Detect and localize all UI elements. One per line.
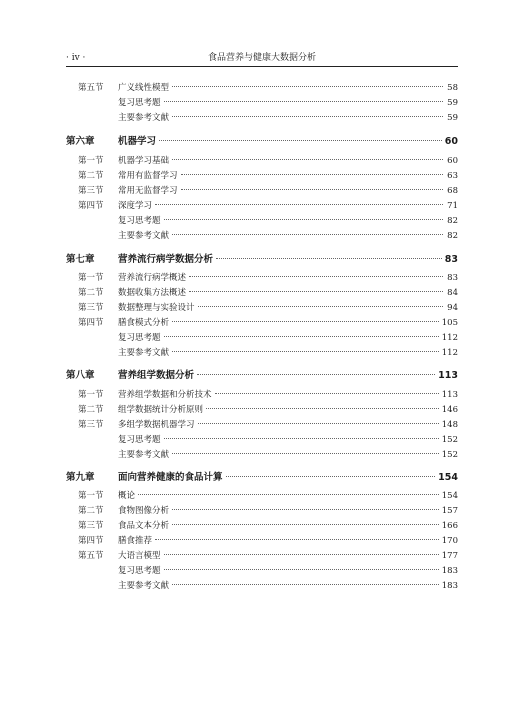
book-title: 食品营养与健康大数据分析 bbox=[207, 53, 316, 63]
toc-entry-number: 第三节 bbox=[78, 303, 104, 313]
toc-entry-page: 157 bbox=[441, 506, 458, 516]
toc-section-entry[interactable] bbox=[78, 215, 458, 227]
toc-entry-number: 第一节 bbox=[78, 156, 104, 166]
toc-entry-page: 63 bbox=[447, 171, 458, 181]
toc-section-entry[interactable] bbox=[78, 97, 458, 109]
toc-entry-page: 82 bbox=[447, 216, 458, 226]
toc-entry-title: 营养流行病学概述 bbox=[118, 273, 187, 283]
toc-entry-page: 166 bbox=[441, 521, 458, 531]
toc-entry-number: 第四节 bbox=[78, 201, 104, 211]
dot-leader bbox=[164, 438, 439, 439]
toc-entry-page: 152 bbox=[441, 450, 458, 460]
toc-entry-page: 60 bbox=[444, 136, 458, 147]
toc-section-entry[interactable] bbox=[78, 200, 458, 212]
toc-chapter-entry[interactable] bbox=[66, 136, 458, 148]
toc-entry-page: 183 bbox=[441, 566, 458, 576]
toc-entry-number: 第六章 bbox=[66, 136, 95, 147]
toc-entry-title: 复习思考题 bbox=[118, 566, 161, 576]
toc-section-entry[interactable] bbox=[78, 505, 458, 517]
dot-leader bbox=[172, 159, 443, 160]
toc-entry-page: 113 bbox=[438, 370, 458, 381]
toc-entry-page: 84 bbox=[447, 288, 458, 298]
toc-entry-title: 复习思考题 bbox=[118, 333, 161, 343]
toc-entry-number: 第三节 bbox=[78, 186, 104, 196]
toc-section-entry[interactable] bbox=[78, 230, 458, 242]
toc-entry-number: 第七章 bbox=[66, 254, 95, 265]
toc-entry-page: 58 bbox=[447, 83, 458, 93]
dot-leader bbox=[155, 539, 439, 540]
dot-leader bbox=[164, 569, 439, 570]
toc-entry-title: 复习思考题 bbox=[118, 98, 161, 108]
dot-leader bbox=[159, 140, 442, 141]
toc-chapter-entry[interactable] bbox=[66, 254, 458, 266]
toc-entry-number: 第九章 bbox=[66, 472, 95, 483]
toc-section-entry[interactable] bbox=[78, 449, 458, 461]
toc-section-entry[interactable] bbox=[78, 490, 458, 502]
running-header bbox=[66, 50, 458, 67]
toc-entry-title: 面向营养健康的食品计算 bbox=[118, 472, 223, 483]
toc-entry-page: 83 bbox=[447, 273, 458, 283]
toc-section-entry[interactable] bbox=[78, 580, 458, 592]
toc-section-entry[interactable] bbox=[78, 535, 458, 547]
toc-section-entry[interactable] bbox=[78, 389, 458, 401]
toc-chapter-entry[interactable] bbox=[66, 370, 458, 382]
toc-entry-title: 多组学数据机器学习 bbox=[118, 420, 195, 430]
dot-leader bbox=[206, 408, 439, 409]
toc-section-entry[interactable] bbox=[78, 112, 458, 124]
toc-entry-page: 71 bbox=[447, 201, 458, 211]
toc-entry-title: 复习思考题 bbox=[118, 435, 161, 445]
toc-entry-number: 第四节 bbox=[78, 318, 104, 328]
toc-entry-page: 113 bbox=[441, 390, 458, 400]
toc-entry-title: 主要参考文献 bbox=[118, 348, 170, 358]
toc-section-entry[interactable] bbox=[78, 332, 458, 344]
toc-section-entry[interactable] bbox=[78, 287, 458, 299]
toc-entry-title: 膳食模式分析 bbox=[118, 318, 170, 328]
dot-leader bbox=[215, 393, 439, 394]
toc-section-entry[interactable] bbox=[78, 404, 458, 416]
toc-entry-number: 第一节 bbox=[78, 273, 104, 283]
dot-leader bbox=[172, 234, 443, 235]
page-number: · iv · bbox=[66, 53, 86, 63]
toc-section-entry[interactable] bbox=[78, 434, 458, 446]
toc-entry-page: 152 bbox=[441, 435, 458, 445]
toc-section-entry[interactable] bbox=[78, 185, 458, 197]
toc-section-entry[interactable] bbox=[78, 272, 458, 284]
toc-entry-page: 112 bbox=[441, 333, 458, 343]
dot-leader bbox=[155, 204, 443, 205]
toc-section-entry[interactable] bbox=[78, 155, 458, 167]
dot-leader bbox=[189, 291, 443, 292]
toc-entry-title: 数据整理与实验设计 bbox=[118, 303, 195, 313]
toc-entry-number: 第三节 bbox=[78, 420, 104, 430]
toc-entry-title: 机器学习基础 bbox=[118, 156, 170, 166]
toc-section-entry[interactable] bbox=[78, 550, 458, 562]
toc-entry-page: 148 bbox=[441, 420, 458, 430]
dot-leader bbox=[172, 524, 439, 525]
toc-entry-title: 食品文本分析 bbox=[118, 521, 170, 531]
toc-section-entry[interactable] bbox=[78, 347, 458, 359]
toc-entry-page: 154 bbox=[438, 472, 458, 483]
dot-leader bbox=[189, 276, 443, 277]
dot-leader bbox=[181, 174, 443, 175]
toc-section-entry[interactable] bbox=[78, 170, 458, 182]
toc-entry-title: 主要参考文献 bbox=[118, 450, 170, 460]
toc-entry-title: 主要参考文献 bbox=[118, 231, 170, 241]
toc-entry-number: 第四节 bbox=[78, 536, 104, 546]
toc-entry-title: 常用无监督学习 bbox=[118, 186, 178, 196]
toc-section-entry[interactable] bbox=[78, 317, 458, 329]
toc-entry-number: 第一节 bbox=[78, 491, 104, 501]
dot-leader bbox=[226, 476, 436, 477]
dot-leader bbox=[138, 494, 439, 495]
toc-entry-title: 营养组学数据分析 bbox=[118, 370, 195, 381]
dot-leader bbox=[172, 453, 439, 454]
toc-entry-number: 第一节 bbox=[78, 390, 104, 400]
toc-entry-page: 68 bbox=[447, 186, 458, 196]
toc-entry-page: 177 bbox=[441, 551, 458, 561]
toc-section-entry[interactable] bbox=[78, 520, 458, 532]
toc-entry-title: 数据收集方法概述 bbox=[118, 288, 187, 298]
toc-entry-title: 营养流行病学数据分析 bbox=[118, 254, 214, 265]
toc-entry-page: 60 bbox=[447, 156, 458, 166]
dot-leader bbox=[164, 554, 439, 555]
toc-entry-title: 广义线性模型 bbox=[118, 83, 170, 93]
toc-entry-number: 第二节 bbox=[78, 171, 104, 181]
toc-entry-title: 主要参考文献 bbox=[118, 113, 170, 123]
toc-entry-page: 59 bbox=[447, 113, 458, 123]
toc-entry-page: 83 bbox=[444, 254, 458, 265]
toc-entry-number: 第八章 bbox=[66, 370, 95, 381]
dot-leader bbox=[181, 189, 443, 190]
toc-section-entry[interactable] bbox=[78, 565, 458, 577]
toc-entry-number: 第二节 bbox=[78, 506, 104, 516]
toc-section-entry[interactable] bbox=[78, 302, 458, 314]
dot-leader bbox=[172, 509, 439, 510]
dot-leader bbox=[164, 336, 439, 337]
toc-entry-title: 膳食推荐 bbox=[118, 536, 153, 546]
dot-leader bbox=[164, 101, 443, 102]
dot-leader bbox=[172, 321, 439, 322]
toc-entry-page: 112 bbox=[441, 348, 458, 358]
toc-entry-title: 深度学习 bbox=[118, 201, 153, 211]
toc-entry-number: 第三节 bbox=[78, 521, 104, 531]
dot-leader bbox=[197, 374, 435, 375]
toc-entry-page: 183 bbox=[441, 581, 458, 591]
toc-entry-title: 大语言模型 bbox=[118, 551, 161, 561]
toc-entry-number: 第二节 bbox=[78, 288, 104, 298]
toc-entry-title: 主要参考文献 bbox=[118, 581, 170, 591]
toc-entry-title: 常用有监督学习 bbox=[118, 171, 178, 181]
toc-entry-number: 第二节 bbox=[78, 405, 104, 415]
toc-entry-title: 组学数据统计分析原则 bbox=[118, 405, 204, 415]
toc-entry-number: 第五节 bbox=[78, 551, 104, 561]
dot-leader bbox=[172, 584, 439, 585]
toc-entry-page: 105 bbox=[441, 318, 458, 328]
toc-entry-title: 概论 bbox=[118, 491, 136, 501]
toc-entry-page: 146 bbox=[441, 405, 458, 415]
dot-leader bbox=[172, 116, 443, 117]
toc-entry-page: 82 bbox=[447, 231, 458, 241]
dot-leader bbox=[198, 423, 439, 424]
dot-leader bbox=[216, 258, 442, 259]
dot-leader bbox=[198, 306, 443, 307]
toc-entry-page: 154 bbox=[441, 491, 458, 501]
toc-entry-page: 170 bbox=[441, 536, 458, 546]
toc-entry-page: 94 bbox=[447, 303, 458, 313]
dot-leader bbox=[172, 86, 443, 87]
toc-section-entry[interactable] bbox=[78, 82, 458, 94]
dot-leader bbox=[164, 219, 443, 220]
toc-entry-title: 机器学习 bbox=[118, 136, 157, 147]
toc-entry-title: 营养组学数据和分析技术 bbox=[118, 390, 212, 400]
toc-entry-page: 59 bbox=[447, 98, 458, 108]
toc-chapter-entry[interactable] bbox=[66, 472, 458, 484]
dot-leader bbox=[172, 351, 439, 352]
toc-entry-title: 食物图像分析 bbox=[118, 506, 170, 516]
toc-entry-title: 复习思考题 bbox=[118, 216, 161, 226]
toc-section-entry[interactable] bbox=[78, 419, 458, 431]
toc-entry-number: 第五节 bbox=[78, 83, 104, 93]
